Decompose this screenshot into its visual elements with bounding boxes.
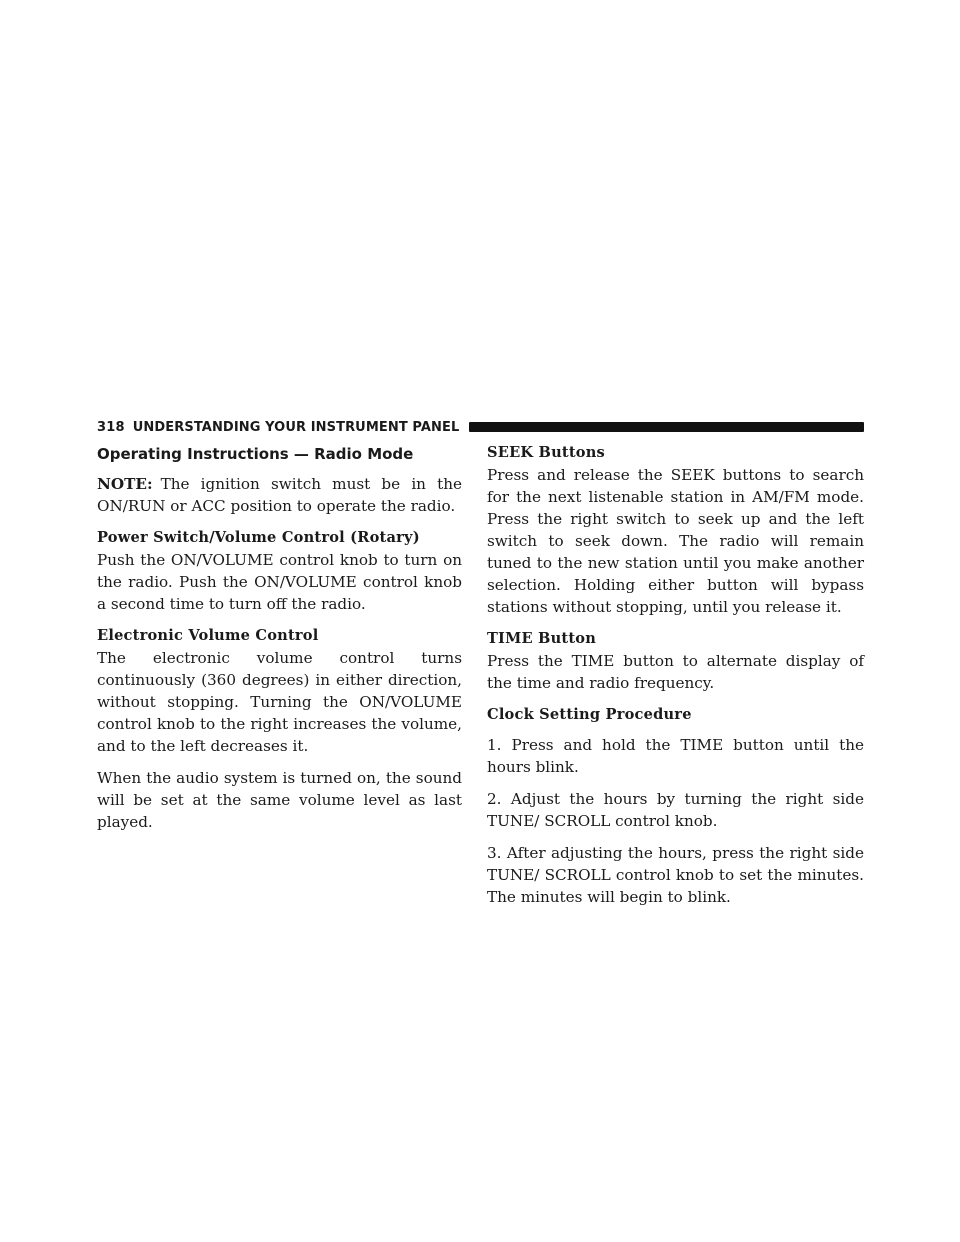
power-heading: Power Switch/Volume Control (Rotary) (97, 529, 420, 546)
step-item: 2. Adjust the hours by turning the right side TUNE/ SCROLL control knob. (487, 790, 864, 830)
section-title: UNDERSTANDING YOUR INSTRUMENT PANEL (132, 419, 460, 435)
step-item: 3. After adjusting the hours, press the right side TUNE/ SCROLL control knob to set the minutes. The minutes will begin to blink. (487, 844, 864, 906)
clock-heading: Clock Setting Procedure (487, 706, 692, 723)
power-block (97, 527, 462, 615)
page-header (97, 416, 864, 438)
seek-block (487, 442, 864, 618)
audio-text: When the audio system is turned on, the sound will be set at the same volume level as last played. (97, 769, 462, 831)
step-item: 1. Press and hold the TIME button until the hours blink. (487, 736, 864, 776)
seek-text: Press and release the SEEK buttons to search for the next listenable station in AM/FM mode. Press the right switch to seek up and the left switch to seek down. The radio will remain tuned to the new station until you make another selection. Holding either button will bypass stations without stopping, until you release it. (487, 466, 864, 616)
evc-block (97, 625, 462, 757)
time-block (487, 628, 864, 694)
evc-text: The electronic volume control turns continuously (360 degrees) in either direction, without stopping. Turning the ON/VOLUME control knob to the right increases the volume, and to the left decreases it. (97, 649, 462, 755)
time-heading: TIME Button (487, 630, 597, 647)
power-text: Push the ON/VOLUME control knob to turn on the radio. Push the ON/VOLUME control knob a second time to turn off the radio. (97, 551, 462, 613)
section-heading: Operating Instructions — Radio Mode (97, 445, 414, 463)
page-number: 318 (97, 419, 125, 435)
header-rule (469, 422, 864, 432)
time-text: Press the TIME button to alternate display of the time and radio frequency. (487, 652, 864, 692)
note-label: NOTE: (97, 475, 153, 493)
seek-heading: SEEK Buttons (487, 444, 605, 461)
evc-heading: Electronic Volume Control (97, 627, 319, 644)
note-paragraph (97, 473, 462, 517)
note-text: The ignition switch must be in the ON/RUN or ACC position to operate the radio. (97, 475, 462, 515)
right-column (487, 440, 864, 918)
left-column (97, 440, 462, 843)
